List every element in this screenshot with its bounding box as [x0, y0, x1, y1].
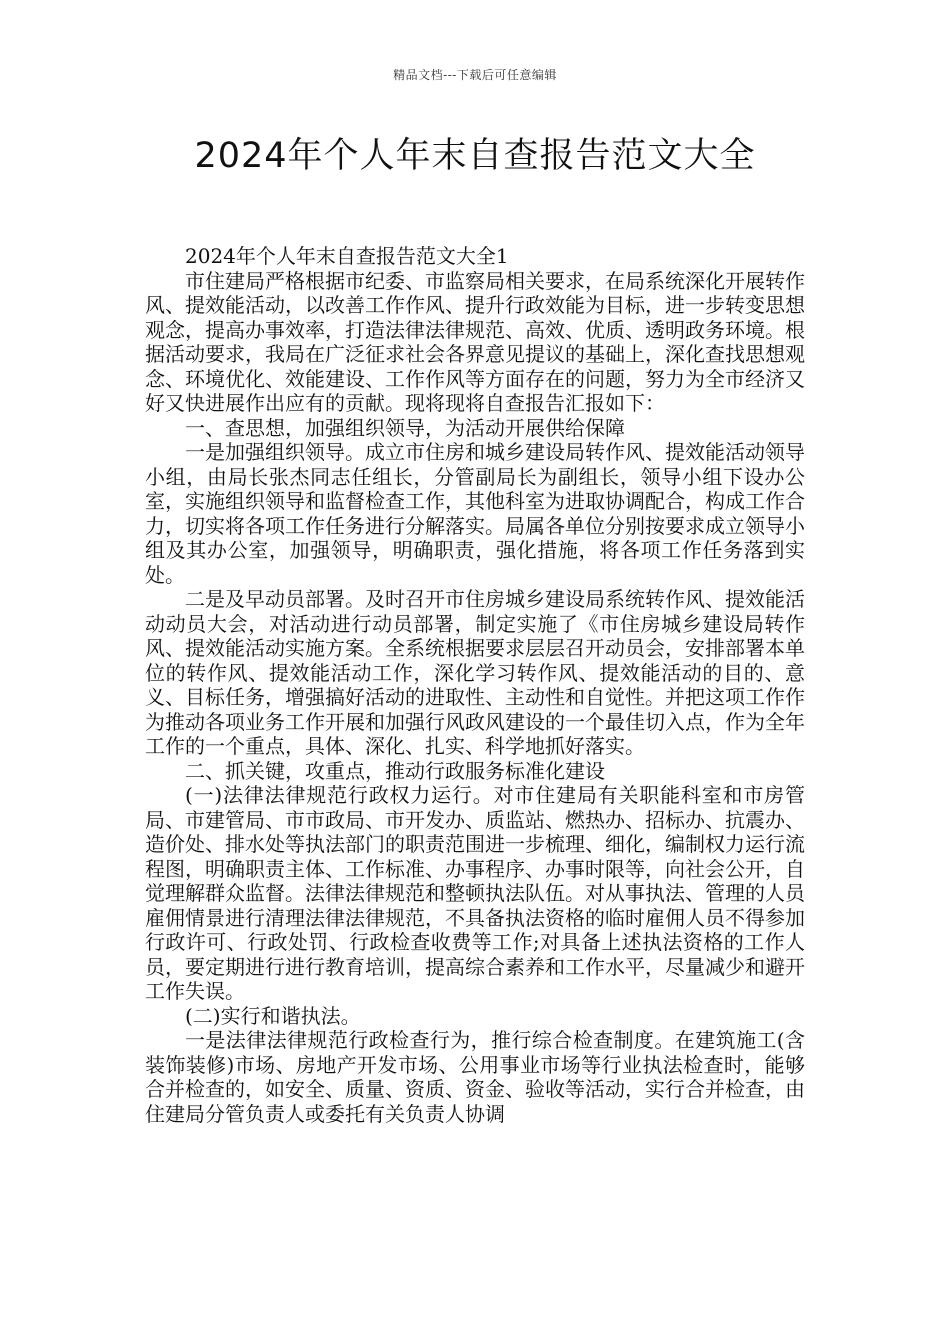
heading-one: 一、查思想，加强组织领导，为活动开展供给保障	[185, 415, 625, 440]
paragraph-mobilization: 二是及早动员部署。及时召开市住房城乡建设局系统转作风、提效能活动动员大会，对活动进行动员部署，制定实施了《市住房城乡建设局转作风、提效能活动实施方案。全系统根据要求层层召开动员会，安排部署本单位的转作风、提效能活动工作，深化学习转作风、提效能活动的目的、意义、目标任务，增强搞好活动的进取性、主动性和自觉性。并把这项工作作为推动各项业务工作开展和加强行风政风建设的一个最佳切入点，作为全年工作的一个重点，具体、深化、扎实、科学地抓好落实。	[145, 587, 805, 758]
paragraph-leadership: 一是加强组织领导。成立市住房和城乡建设局转作风、提效能活动领导小组，由局长张杰同志任组长，分管副局长为副组长，领导小组下设办公室，实施组织领导和监督检查工作，其他科室为进取协调配合，构成工作合力，切实将各项工作任务进行分解落实。局属各单位分别按要求成立领导小组及其办公室，加强领导，明确职责，强化措施，将各项工作任务落到实处。	[145, 440, 805, 587]
header-note: 精品文档---下载后可任意编辑	[393, 68, 557, 82]
document-title: 2024年个人年末自查报告范文大全	[194, 136, 756, 176]
paragraph-regulation: (一)法律法律规范行政权力运行。对市住建局有关职能科室和市房管局、市建管局、市市政局、市开发办、质监站、燃热办、招标办、抗震办、造价处、排水处等执法部门的职责范围进一步梳理、细化，编制权力运行流程图，明确职责主体、工作标准、办事程序、办事时限等，向社会公开，自觉理解群众监督。法律法律规范和整顿执法队伍。对从事执法、管理的人员雇佣情景进行清理法律法律规范，不具备执法资格的临时雇佣人员不得参加行政许可、行政处罚、行政检查收费等工作;对具备上述执法资格的工作人员，要定期进行进行教育培训，提高综合素养和工作水平，尽量减少和避开工作失误。	[145, 783, 805, 1003]
intro-paragraph: 市住建局严格根据市纪委、市监察局相关要求，在局系统深化开展转作风、提效能活动，以改善工作作风、提升行政效能为目标，进一步转变思想观念，提高办事效率，打造法律法律规范、高效、优质、透明政务环境。根据活动要求，我局在广泛征求社会各界意见提议的基础上，深化查找思想观念、环境优化、效能建设、工作作风等方面存在的问题，努力为全市经济又好又快进展作出应有的贡献。现将现将自查报告汇报如下：	[145, 268, 805, 415]
heading-two: 二、抓关键，攻重点，推动行政服务标准化建设	[185, 758, 605, 783]
section-heading: 2024年个人年末自查报告范文大全1	[185, 244, 509, 268]
subheading-harmonious-enforcement: (二)实行和谐执法。	[185, 1003, 361, 1028]
document-body	[145, 244, 805, 1126]
paragraph-inspection: 一是法律法律规范行政检查行为，推行综合检查制度。在建筑施工(含装饰装修)市场、房地产开发市场、公用事业市场等行业执法检查时，能够合并检查的，如安全、质量、资质、资金、验收等活动，实行合并检查，由住建局分管负责人或委托有关负责人协调	[145, 1028, 805, 1126]
